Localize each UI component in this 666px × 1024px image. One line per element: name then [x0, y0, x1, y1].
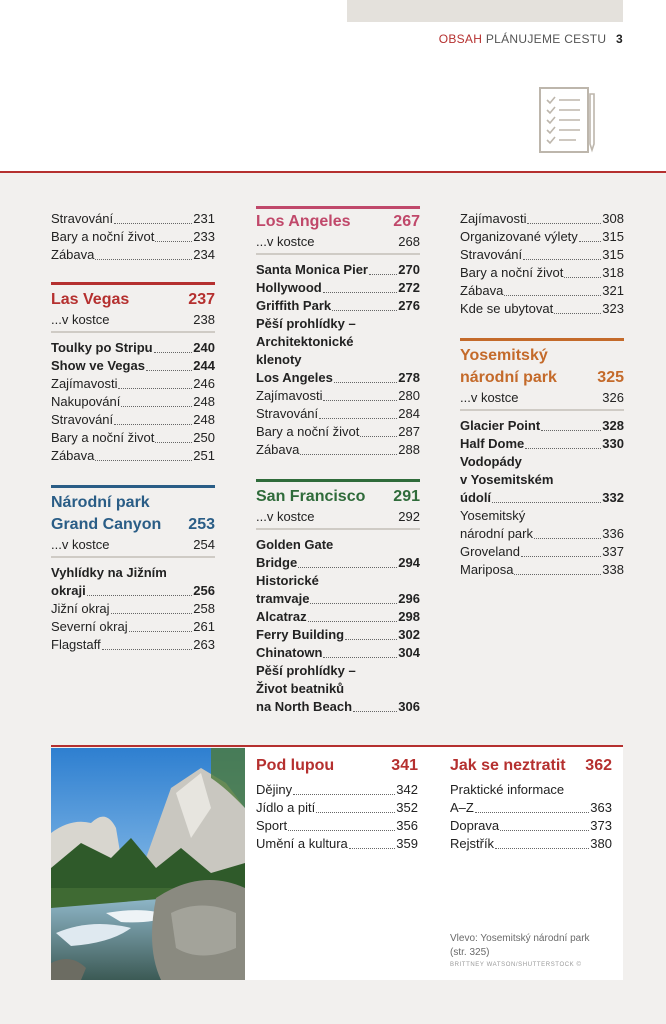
- toc-entry-label: Mariposa: [460, 562, 514, 577]
- dot-leader: [316, 812, 395, 813]
- toc-entry-label: Bary a noční život: [51, 229, 155, 244]
- toc-entry-list: [256, 698, 420, 716]
- dot-leader: [521, 556, 601, 557]
- dot-leader: [504, 295, 601, 296]
- toc-entry: [460, 525, 624, 543]
- section-yosemite: [460, 341, 624, 389]
- toc-entry-page: 270: [398, 262, 420, 277]
- toc-entry-text: Golden Gate: [256, 537, 334, 552]
- toc-entry-page: 231: [193, 211, 215, 226]
- section-las-vegas: [51, 285, 215, 311]
- toc-entry: [256, 626, 420, 644]
- toc-entry-label: Jižní okraj: [51, 601, 110, 616]
- toc-entry-text: v Yosemitském: [460, 472, 554, 487]
- toc-entry: [51, 246, 215, 264]
- toc-entry-page: 246: [193, 376, 215, 391]
- toc-entry-label: Rejstřík: [450, 836, 495, 851]
- toc-entry-label: Zábava: [256, 442, 300, 457]
- dot-leader: [349, 848, 396, 849]
- section-pod-lupou: [256, 755, 418, 777]
- toc-entry: [256, 441, 420, 459]
- toc-entry-label: Griffith Park: [256, 298, 332, 313]
- toc-entry-text: Vodopády: [460, 454, 522, 469]
- toc-entry-page: 328: [602, 418, 624, 433]
- section-grand-canyon: [51, 488, 215, 536]
- toc-entry: [51, 210, 215, 228]
- toc-entry-page: 302: [398, 627, 420, 642]
- toc-entry-list: [460, 210, 624, 318]
- dot-leader: [334, 382, 397, 383]
- toc-entry-page: 363: [590, 800, 612, 815]
- toc-entry-page: 321: [602, 283, 624, 298]
- toc-entry-label: Toulky po Stripu: [51, 340, 153, 355]
- dot-leader: [121, 406, 192, 407]
- toc-entry-lines: [460, 453, 624, 489]
- toc-entry: [51, 429, 215, 447]
- toc-entry-list: [51, 339, 215, 465]
- toc-entry-page: 278: [398, 370, 420, 385]
- brief-label: ...v kostce: [460, 390, 519, 405]
- toc-entry: [256, 405, 420, 423]
- dot-leader: [360, 436, 397, 437]
- toc-entry-label: Bary a noční život: [256, 424, 360, 439]
- toc-entry: [256, 608, 420, 626]
- toc-entry: [450, 817, 612, 835]
- toc-entry: [256, 644, 420, 662]
- dot-leader: [564, 277, 601, 278]
- dot-leader: [492, 502, 601, 503]
- toc-entry-page: 294: [398, 555, 420, 570]
- toc-entry-label: Zábava: [51, 448, 95, 463]
- section-page: 253: [188, 516, 215, 533]
- toc-column-2: [256, 206, 420, 716]
- toc-entry: [51, 375, 215, 393]
- toc-entry-list: [256, 781, 418, 853]
- toc-entry-text: Vyhlídky na Jižním: [51, 565, 167, 580]
- brief-row: [256, 508, 420, 530]
- dot-leader: [87, 595, 193, 596]
- toc-entry-label: Organizované výlety: [460, 229, 578, 244]
- toc-entry-page: 338: [602, 562, 624, 577]
- brief-label: ...v kostce: [51, 537, 110, 552]
- brief-page: 292: [398, 509, 420, 524]
- brief-row: [256, 233, 420, 255]
- toc-entry-text: Pěší prohlídky –: [256, 663, 356, 678]
- checklist-document-icon: [538, 86, 596, 156]
- toc-entry-page: 352: [396, 800, 418, 815]
- toc-entry-text: Yosemitský: [460, 508, 526, 523]
- dot-leader: [369, 274, 397, 275]
- dot-leader: [323, 400, 397, 401]
- toc-column-3: [460, 210, 624, 579]
- toc-entry: [450, 799, 612, 817]
- toc-entry: [256, 781, 418, 799]
- toc-entry-label: Sport: [256, 818, 288, 833]
- toc-entry: [51, 582, 215, 600]
- toc-entry: [51, 636, 215, 654]
- running-header: [439, 32, 623, 46]
- toc-entry-page: 336: [602, 526, 624, 541]
- dot-leader: [525, 448, 601, 449]
- section-title: San Francisco: [256, 488, 366, 505]
- brief-row: [51, 536, 215, 558]
- toc-entry-label: Zajímavosti: [460, 211, 527, 226]
- toc-entry: [51, 228, 215, 246]
- toc-entry-page: 287: [398, 424, 420, 439]
- toc-entry-label: Stravování: [256, 406, 319, 421]
- toc-entry-text: Život beatniků: [256, 681, 345, 696]
- toc-entry: [256, 698, 420, 716]
- toc-entry: [256, 799, 418, 817]
- photo-caption: [450, 932, 620, 960]
- toc-entry-label: Nakupování: [51, 394, 121, 409]
- toc-entry: [460, 300, 624, 318]
- brief-page: 326: [602, 390, 624, 405]
- toc-entry-label: Kde se ubytovat: [460, 301, 554, 316]
- toc-entry-text: Architektonické: [256, 334, 354, 349]
- dot-leader: [308, 621, 398, 622]
- toc-entry-page: 250: [193, 430, 215, 445]
- toc-entry-label: údolí: [460, 490, 492, 505]
- bottom-section-jak-se-neztratit: [450, 755, 612, 853]
- toc-entry-label: Stravování: [51, 211, 114, 226]
- toc-entry-lines: [256, 662, 420, 698]
- toc-entry-label: Groveland: [460, 544, 520, 559]
- toc-entry: [460, 210, 624, 228]
- toc-entry-page: 304: [398, 645, 420, 660]
- toc-entry: [460, 435, 624, 453]
- dot-leader: [111, 613, 193, 614]
- toc-entry: [460, 246, 624, 264]
- brief-page: 238: [193, 312, 215, 327]
- header-band: [347, 0, 623, 22]
- dot-leader: [514, 574, 601, 575]
- toc-entry: [256, 297, 420, 315]
- toc-entry-page: 380: [590, 836, 612, 851]
- section-title: Los Angeles: [256, 213, 351, 230]
- dot-leader: [293, 794, 395, 795]
- toc-entry: [450, 835, 612, 853]
- section-page: 341: [391, 757, 418, 774]
- dot-leader: [114, 223, 192, 224]
- dot-leader: [500, 830, 589, 831]
- toc-entry-page: 308: [602, 211, 624, 226]
- dot-leader: [541, 430, 601, 431]
- toc-entry: [51, 357, 215, 375]
- toc-entry-label: Doprava: [450, 818, 500, 833]
- toc-column-1: [51, 210, 215, 654]
- dot-leader: [534, 538, 601, 539]
- toc-entry-label: Half Dome: [460, 436, 525, 451]
- toc-entry-text: Praktické informace: [450, 782, 565, 797]
- section-page: 267: [393, 213, 420, 230]
- brief-page: 268: [398, 234, 420, 249]
- dot-leader: [129, 631, 193, 632]
- toc-entry-page: 337: [602, 544, 624, 559]
- toc-entry-label: Zajímavosti: [51, 376, 118, 391]
- dot-leader: [475, 812, 589, 813]
- section-page: 325: [597, 369, 624, 386]
- photo-caption-line: (str. 325): [450, 947, 490, 958]
- dot-leader: [155, 241, 192, 242]
- brief-row: [51, 311, 215, 333]
- toc-entry-page: 263: [193, 637, 215, 652]
- toc-entry: [256, 590, 420, 608]
- dot-leader: [323, 292, 398, 293]
- toc-entry: [460, 561, 624, 579]
- section-title: Yosemitský národní park: [460, 347, 557, 386]
- toc-entry-label: Stravování: [51, 412, 114, 427]
- dot-leader: [527, 223, 601, 224]
- dot-leader: [319, 418, 397, 419]
- section-los-angeles: [256, 209, 420, 233]
- toc-entry-label: Los Angeles: [256, 370, 333, 385]
- toc-entry: [460, 489, 624, 507]
- dot-leader: [579, 241, 602, 242]
- toc-entry: [51, 411, 215, 429]
- dot-leader: [95, 460, 192, 461]
- toc-entry-page: 342: [396, 782, 418, 797]
- toc-entry-page: 330: [602, 436, 624, 451]
- dot-leader: [495, 848, 589, 849]
- section-page: 291: [393, 488, 420, 505]
- toc-entry-list: [450, 799, 612, 853]
- toc-entry-page: 306: [398, 699, 420, 714]
- toc-entry-label: Zajímavosti: [256, 388, 323, 403]
- toc-entry-label: na North Beach: [256, 699, 353, 714]
- dot-leader: [95, 259, 192, 260]
- dot-leader: [114, 424, 192, 425]
- dot-leader: [298, 567, 397, 568]
- section-page: 362: [585, 757, 612, 774]
- toc-entry-page: 272: [398, 280, 420, 295]
- toc-entry-label: Flagstaff: [51, 637, 101, 652]
- dot-leader: [118, 388, 192, 389]
- dot-leader: [523, 259, 601, 260]
- toc-entry-label: Bridge: [256, 555, 298, 570]
- section-title: Pod lupou: [256, 757, 335, 774]
- dot-leader: [345, 639, 397, 640]
- dot-leader: [300, 454, 397, 455]
- photo-credit: BRITTNEY WATSON/SHUTTERSTOCK ©: [450, 962, 582, 968]
- running-header-subsection: PLÁNUJEME CESTU: [485, 32, 607, 46]
- toc-entry-list: [51, 582, 215, 654]
- toc-entry-label: Chinatown: [256, 645, 323, 660]
- toc-entry-label: Bary a noční život: [51, 430, 155, 445]
- dot-leader: [155, 442, 192, 443]
- toc-entry: [51, 618, 215, 636]
- brief-row: [460, 389, 624, 411]
- toc-entry-page: 234: [193, 247, 215, 262]
- toc-entry-page: 258: [193, 601, 215, 616]
- section-title: Las Vegas: [51, 291, 130, 308]
- toc-entry-page: 244: [193, 358, 215, 373]
- toc-entry: [51, 447, 215, 465]
- toc-entry-label: okraji: [51, 583, 86, 598]
- toc-entry: [460, 264, 624, 282]
- toc-entry: [256, 835, 418, 853]
- dot-leader: [102, 649, 193, 650]
- toc-entry-page: 256: [193, 583, 215, 598]
- toc-entry-page: 280: [398, 388, 420, 403]
- toc-entry-label: tramvaje: [256, 591, 310, 606]
- toc-entry-page: 296: [398, 591, 420, 606]
- toc-entry-label: Show ve Vegas: [51, 358, 145, 373]
- toc-entry: [256, 261, 420, 279]
- toc-entry-text: Pěší prohlídky –: [256, 316, 356, 331]
- toc-entry-page: 248: [193, 394, 215, 409]
- toc-entry-label: Zábava: [460, 283, 504, 298]
- toc-entry-label: Zábava: [51, 247, 95, 262]
- toc-entry: [51, 339, 215, 357]
- toc-entry-page: 284: [398, 406, 420, 421]
- toc-entry-page: 240: [193, 340, 215, 355]
- section-san-francisco: [256, 482, 420, 508]
- toc-entry: [51, 393, 215, 411]
- toc-entry-page: 315: [602, 247, 624, 262]
- brief-label: ...v kostce: [256, 509, 315, 524]
- dot-leader: [554, 313, 601, 314]
- toc-entry: [256, 817, 418, 835]
- toc-entry-label: Dějiny: [256, 782, 293, 797]
- dot-leader: [146, 370, 192, 371]
- toc-entry-label: Umění a kultura: [256, 836, 348, 851]
- toc-entry: [256, 387, 420, 405]
- toc-entry-label: Santa Monica Pier: [256, 262, 368, 277]
- toc-entry-list: [256, 261, 420, 315]
- toc-entry-text: Historické: [256, 573, 319, 588]
- toc-entry-page: 332: [602, 490, 624, 505]
- dot-leader: [353, 711, 397, 712]
- toc-entry-list: [256, 590, 420, 662]
- yosemite-photo: [51, 748, 245, 980]
- toc-entry-list: [51, 210, 215, 264]
- toc-entry-page: 373: [590, 818, 612, 833]
- toc-entry-page: 318: [602, 265, 624, 280]
- toc-entry: [256, 369, 420, 387]
- page-number: 3: [616, 32, 623, 46]
- toc-entry-label: Hollywood: [256, 280, 322, 295]
- brief-label: ...v kostce: [51, 312, 110, 327]
- toc-entry-label: Stravování: [460, 247, 523, 262]
- toc-entry-list: [460, 525, 624, 579]
- toc-entry: [256, 554, 420, 572]
- toc-entry: [256, 279, 420, 297]
- header-rule: [0, 171, 666, 173]
- toc-entry-page: 261: [193, 619, 215, 634]
- toc-entry-page: 359: [396, 836, 418, 851]
- toc-entry-text: klenoty: [256, 352, 302, 367]
- toc-entry-list: [460, 489, 624, 507]
- toc-entry-list: [460, 417, 624, 453]
- toc-entry-page: 356: [396, 818, 418, 833]
- toc-entry-page: 233: [193, 229, 215, 244]
- dot-leader: [288, 830, 395, 831]
- toc-entry-label: národní park: [460, 526, 533, 541]
- dot-leader: [310, 603, 397, 604]
- toc-entry-page: 276: [398, 298, 420, 313]
- toc-entry-page: 298: [398, 609, 420, 624]
- running-header-section: OBSAH: [438, 32, 483, 46]
- toc-entry-page: 315: [602, 229, 624, 244]
- toc-entry: [256, 423, 420, 441]
- toc-entry-list: [256, 369, 420, 459]
- section-title: Národní park Grand Canyon: [51, 494, 162, 533]
- toc-entry-list: [256, 554, 420, 572]
- toc-entry-label: Severní okraj: [51, 619, 128, 634]
- toc-entry-label: Glacier Point: [460, 418, 541, 433]
- brief-page: 254: [193, 537, 215, 552]
- toc-entry-label: Ferry Building: [256, 627, 345, 642]
- dot-leader: [323, 657, 397, 658]
- section-jak-se-neztratit: [450, 755, 612, 777]
- bottom-section-pod-lupou: [256, 755, 418, 853]
- toc-entry-lines: [256, 315, 420, 369]
- toc-entry-page: 288: [398, 442, 420, 457]
- toc-entry: [460, 282, 624, 300]
- dot-leader: [154, 352, 193, 353]
- section-page: 237: [188, 291, 215, 308]
- section-title: Jak se neztratit: [450, 757, 566, 774]
- toc-entry-page: 323: [602, 301, 624, 316]
- dot-leader: [332, 310, 397, 311]
- toc-entry-label: Bary a noční život: [460, 265, 564, 280]
- toc-entry-page: 248: [193, 412, 215, 427]
- photo-caption-line: Vlevo: Yosemitský národní park: [450, 933, 590, 944]
- brief-label: ...v kostce: [256, 234, 315, 249]
- toc-entry: [460, 228, 624, 246]
- toc-entry-label: Alcatraz: [256, 609, 307, 624]
- toc-entry: [460, 417, 624, 435]
- toc-entry-label: Jídlo a pití: [256, 800, 316, 815]
- toc-entry-page: 251: [193, 448, 215, 463]
- toc-entry: [51, 600, 215, 618]
- toc-entry-label: A–Z: [450, 800, 474, 815]
- toc-entry: [460, 543, 624, 561]
